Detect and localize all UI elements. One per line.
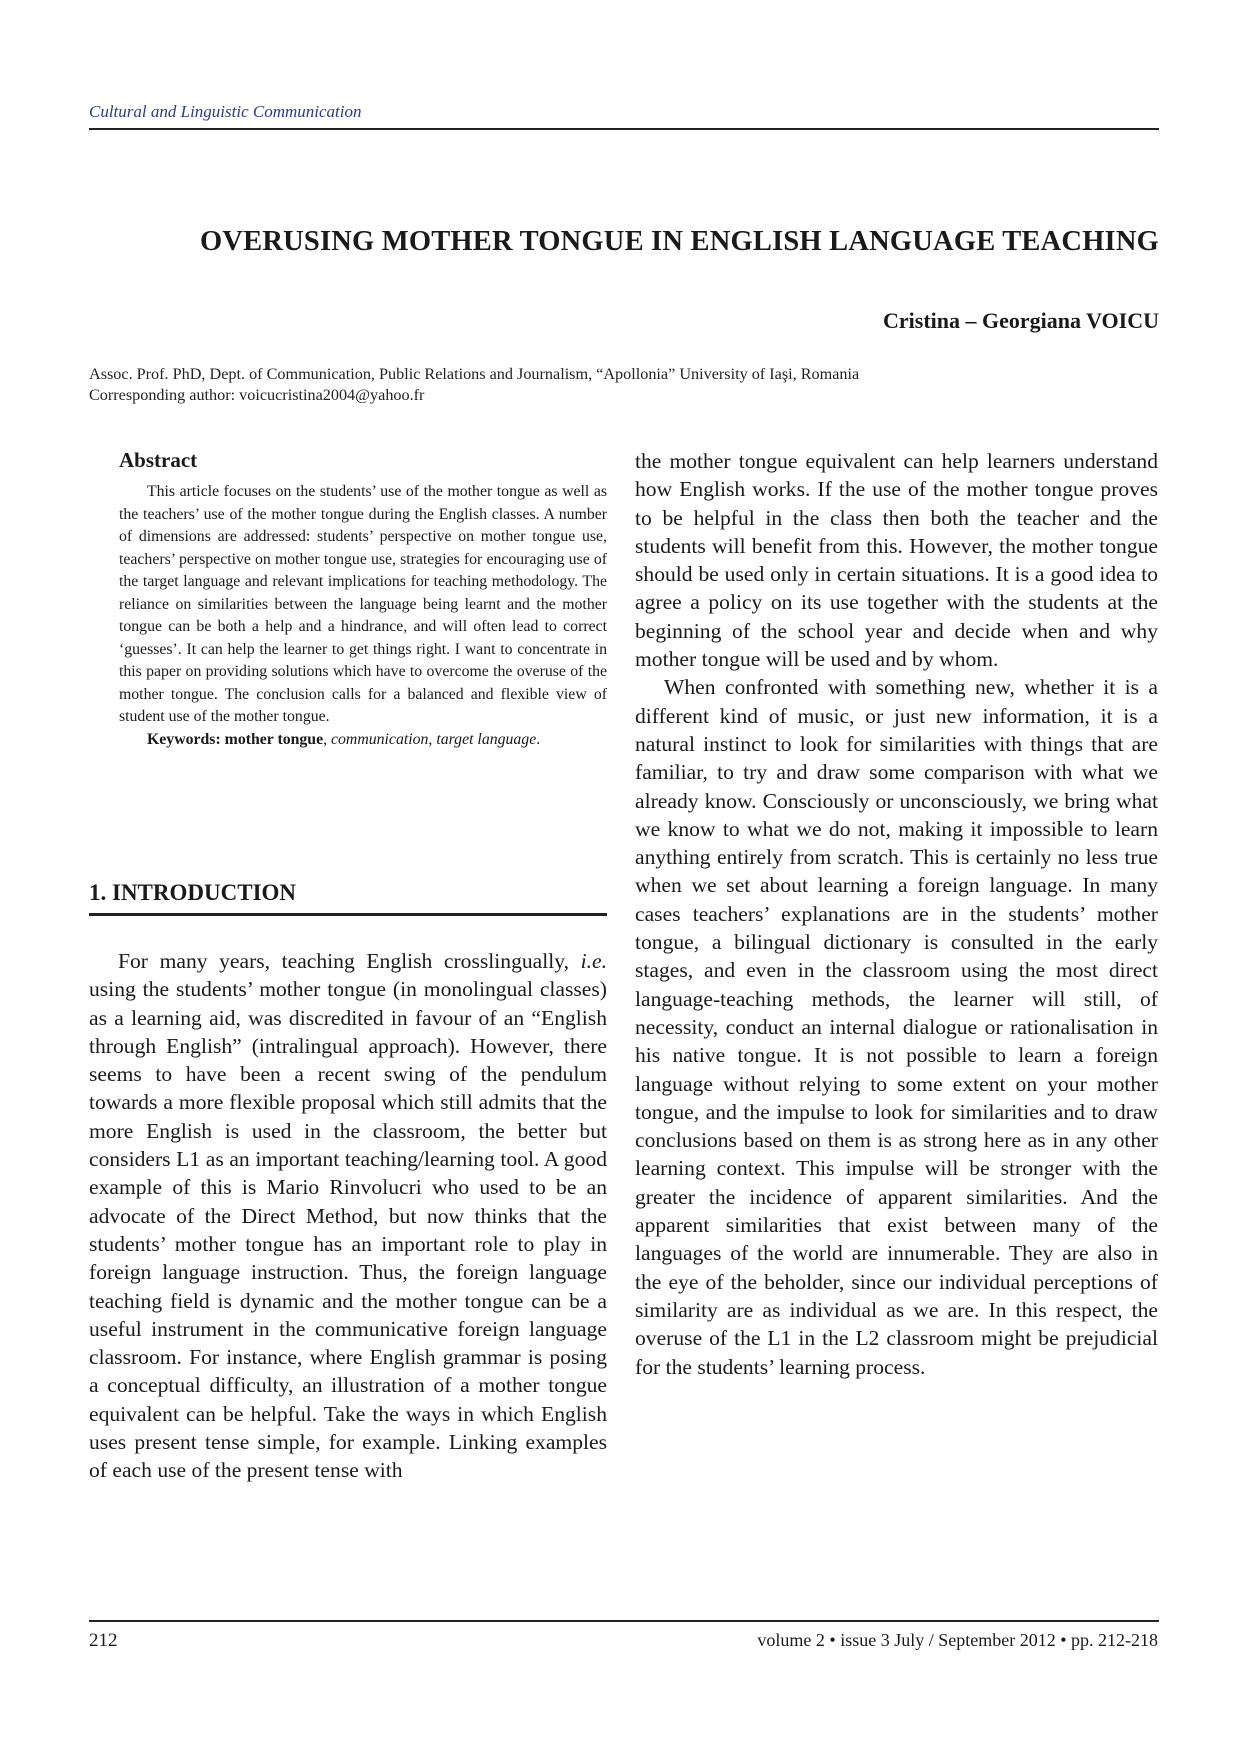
author-name: Cristina – Georgiana VOICU: [883, 308, 1159, 333]
keywords: [119, 729, 607, 752]
text-run: For many years, teaching English crosslingually,: [118, 949, 581, 973]
header-rule: [89, 128, 1159, 130]
body-column-right: [635, 447, 1158, 1381]
body-paragraph: When confronted with something new, whether it is a different kind of music, or just new information, it is a natural instinct to look for similarities with things that are familiar, to try and draw some comparison with what we already know. Consciously or unconsciously, we bring what we know to what we do not, making it impossible to learn anything entirely from scratch. This is certainly no less true when we set about learning a foreign language. In many cases teachers’ explanations are in the students’ mother tongue, a bilingual dictionary is consulted in the early stages, and even in the classroom using the most direct language-teaching methods, the learner will still, of necessity, conduct an internal dialogue or rationalisation in his native tongue. It is not possible to learn a foreign language without relying to some extent on your mother tongue, and the impulse to look for similarities and to draw conclusions based on them is as strong here as in any other learning context. This impulse will be stronger with the greater the incidence of apparent similarities. And the apparent similarities that exist between many of the languages of the world are innumerable. They are also in the eye of the beholder, since our individual perceptions of similarity are as individual as we are. In this respect, the overuse of the L1 in the L2 classroom might be prejudicial for the students’ learning process.: [635, 675, 1158, 1379]
section-rule: [89, 913, 607, 916]
keyword-separator: ,: [323, 730, 332, 748]
page-number: 212: [89, 1630, 118, 1651]
keyword-separator: ,: [428, 730, 437, 748]
footer-rule: [89, 1620, 1159, 1622]
abstract-heading: Abstract: [119, 448, 198, 472]
affiliation-line: Assoc. Prof. PhD, Dept. of Communication, Public Relations and Journalism, “Apollonia” University of Iaşi, Romania: [89, 365, 860, 383]
abstract-text: This article focuses on the students’ use of the mother tongue as well as the teachers’ use of the mother tongue during the English classes. A number of dimensions are addressed: students’ perspective on mother tongue use, teachers’ perspective on mother tongue use, strategies for encouraging use of the target language and relevant implications for teaching methodology. The reliance on similarities between the language being learnt and the mother tongue can be both a help and a hindrance, and will often lead to correct ‘guesses’. It can help the learner to get things right. I want to concentrate in this paper on providing solutions which have to overcome the overuse of the mother tongue. The conclusion calls for a balanced and flexible view of student use of the mother tongue.: [119, 483, 607, 725]
abstract-section: [119, 448, 607, 751]
keywords-label: Keywords:: [147, 730, 221, 748]
keyword-term: communication: [331, 730, 429, 748]
keyword-term: target language: [436, 730, 537, 748]
body-paragraph: [89, 947, 607, 1485]
body-paragraph-continued: the mother tongue equivalent can help learners understand how English works. If the use of the mother tongue proves to be helpful in the class then both the teacher and the students will benefit from this. However, the mother tongue should be used only in certain situations. It is a good idea to agree a policy on its use together with the students at the beginning of the school year and decide when and why mother tongue will be used and by whom.: [635, 449, 1158, 672]
section-heading-introduction: 1. INTRODUCTION: [89, 880, 297, 905]
journal-section-header: Cultural and Linguistic Communication: [89, 102, 362, 121]
corresponding-author: Corresponding author: voicucristina2004@yahoo.fr: [89, 386, 425, 404]
article-title: OVERUSING MOTHER TONGUE IN ENGLISH LANGUAGE TEACHING: [200, 226, 1159, 257]
keyword-term: mother tongue: [224, 730, 324, 748]
body-column-left: [89, 947, 607, 1485]
author-affiliation: [89, 364, 1159, 406]
keyword-end: .: [536, 730, 541, 748]
text-run-italic: i.e.: [580, 949, 607, 973]
text-run: using the students’ mother tongue (in monolingual classes) as a learning aid, was discredited in favour of an “English through English” (intralingual approach). However, there seems to have been a recent swing of the pendulum towards a more flexible proposal which still admits that the more English is used in the classroom, the better but considers L1 as an important teaching/learning tool. A good example of this is Mario Rinvolucri who used to be an advocate of the Direct Method, but now thinks that the students’ mother tongue has an important role to play in foreign language instruction. Thus, the foreign language teaching field is dynamic and the mother tongue can be a useful instrument in the communicative foreign language classroom. For instance, where English grammar is posing a conceptual difficulty, an illustration of a mother tongue equivalent can be helpful. Take the ways in which English uses present tense simple, for example. Linking examples of each use of the present tense with: [89, 977, 607, 1483]
issue-info: volume 2 • issue 3 July / September 2012 • pp. 212-218: [757, 1630, 1158, 1650]
